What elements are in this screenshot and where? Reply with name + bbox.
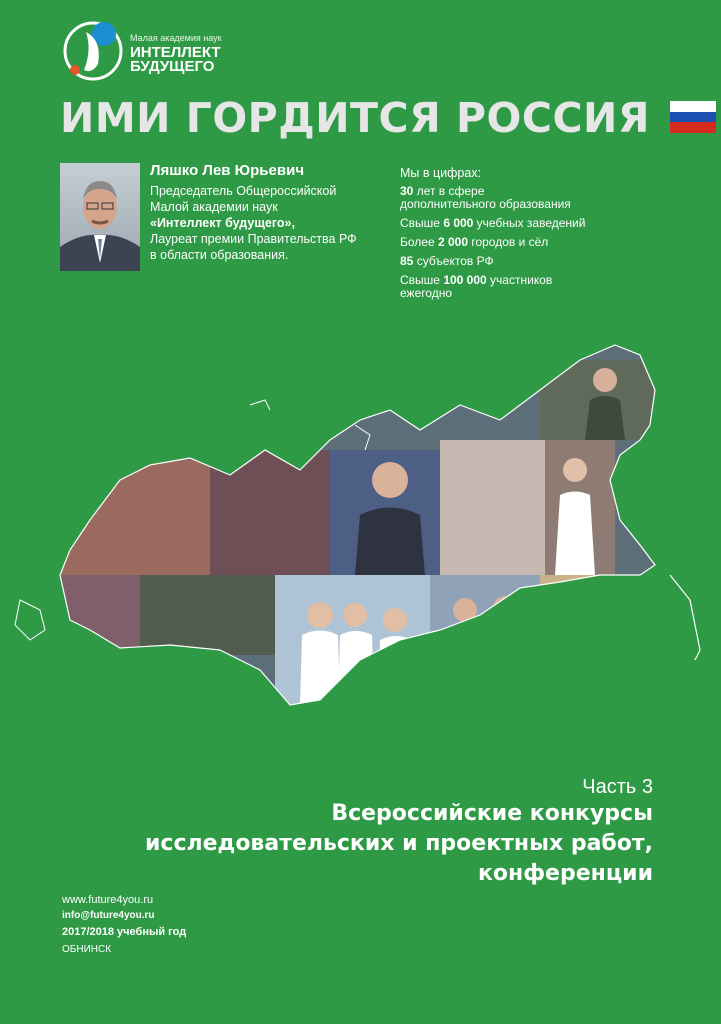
footer-info <box>62 893 186 957</box>
stat-item: Свыше 6 000 учебных заведений <box>400 216 586 230</box>
stat-item: Свыше 100 000 участников ежегодно <box>400 273 553 300</box>
part-title: Всероссийские конкурсы исследовательских и проектных работ, конференции <box>145 801 653 886</box>
person-name: Ляшко Лев Юрьевич <box>150 162 305 179</box>
stats-block <box>400 166 710 306</box>
stat-item: Более 2 000 городов и сёл <box>400 235 549 249</box>
part-label: Часть 3 <box>582 776 653 798</box>
city-name: ОБНИНСК <box>62 944 112 955</box>
portrait-photo <box>60 163 140 271</box>
page-title: ИМИ ГОРДИТСЯ РОССИЯ <box>60 94 650 142</box>
photo-tile <box>540 575 620 655</box>
russia-map-photo-collage <box>0 330 721 770</box>
photo-tile <box>210 450 350 575</box>
stat-item: 85 субъектов РФ <box>400 254 494 268</box>
photo-tile <box>440 440 545 575</box>
person-description: Председатель Общероссийской Малой академии наук «Интеллект будущего», Лауреат премии Правительства РФ в области образования. <box>150 184 357 262</box>
photo-tile <box>140 575 275 655</box>
stat-item: 30 лет в сфере дополнительного образования <box>400 184 571 211</box>
russian-flag-icon <box>670 101 716 133</box>
logo-subtitle: Малая академия наук <box>130 33 222 43</box>
website-link[interactable]: www.future4you.ru <box>62 894 154 906</box>
email-link[interactable]: info@future4you.ru <box>62 910 155 921</box>
stats-heading: Мы в цифрах: <box>400 166 482 180</box>
photo-tile <box>60 575 140 655</box>
photo-tile <box>60 460 210 575</box>
logo-title: ИНТЕЛЛЕКТ БУДУЩЕГО <box>130 44 221 75</box>
logo-emblem-icon <box>62 20 124 82</box>
school-year: 2017/2018 учебный год <box>62 926 187 938</box>
